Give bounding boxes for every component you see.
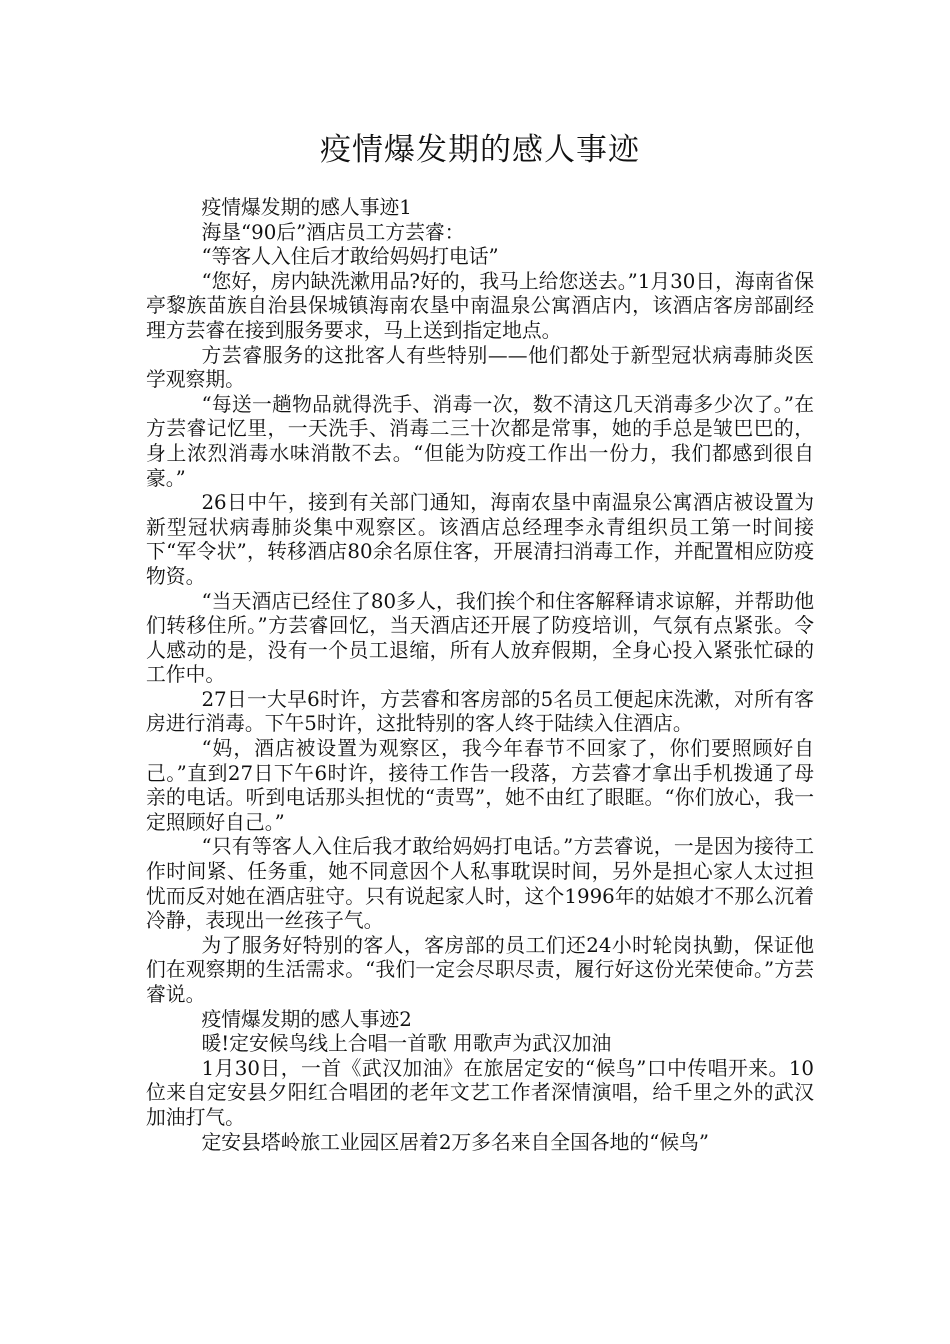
paragraph: 方芸睿服务的这批客人有些特别——他们都处于新型冠状病毒肺炎医学观察期。 <box>146 343 814 392</box>
document-title: 疫情爆发期的感人事迹 <box>320 132 640 168</box>
paragraph: “等客人入住后才敢给妈妈打电话” <box>201 245 499 269</box>
paragraph: 海垦“90后”酒店员工方芸睿： <box>201 220 465 244</box>
paragraph: 暖!定安候鸟线上合唱一首歌 用歌声为武汉加油 <box>201 1032 612 1056</box>
document-page <box>146 122 814 1155</box>
paragraph: 1月30日，一首《武汉加油》在旅居定安的“候鸟”口中传唱开来。10位来自定安县夕阳红合唱团的老年文艺工作者深情演唱，给千里之外的武汉加油打气。 <box>146 1056 814 1129</box>
paragraph: 疫情爆发期的感人事迹2 <box>201 1007 412 1031</box>
paragraph: “每送一趟物品就得洗手、消毒一次，数不清这几天消毒多少次了。”在方芸睿记忆里，一天洗手、消毒二三十次都是常事，她的手总是皱巴巴的，身上浓烈消毒水味消散不去。“但能为防疫工作出一份力，我们都感到很自豪。” <box>146 392 814 490</box>
paragraph: “妈，酒店被设置为观察区，我今年春节不回家了，你们要照顾好自己。”直到27日下午6时许，接待工作告一段落，方芸睿才拿出手机拨通了母亲的电话。听到电话那头担忧的“责骂”，她不由红了眼眶。“你们放心，我一定照顾好自己。” <box>146 737 814 834</box>
paragraph: “您好，房内缺洗漱用品?好的，我马上给您送去。”1月30日，海南省保亭黎族苗族自治县保城镇海南农垦中南温泉公寓酒店内，该酒店客房部副经理方芸睿在接到服务要求，马上送到指定地点。 <box>146 269 815 342</box>
paragraph: “当天酒店已经住了80多人，我们挨个和住客解释请求谅解，并帮助他们转移住所。”方芸睿回忆，当天酒店还开展了防疫培训，气氛有点紧张。令人感动的是，没有一个员工退缩，所有人放弃假期，全身心投入紧张忙碌的工作中。 <box>146 589 814 687</box>
paragraph: 26日中午，接到有关部门通知，海南农垦中南温泉公寓酒店被设置为新型冠状病毒肺炎集中观察区。该酒店总经理李永青组织员工第一时间接下“军令状”，转移酒店80余名原住客，开展清扫消毒工作，并配置相应防疫物资。 <box>146 491 814 588</box>
paragraph: “只有等客人入住后我才敢给妈妈打电话。”方芸睿说，一是因为接待工作时间紧、任务重，她不同意因个人私事耽误时间，另外是担心家人太过担忧而反对她在酒店驻守。只有说起家人时，这个1996年的姑娘才不那么沉着冷静，表现出一丝孩子气。 <box>146 835 814 933</box>
paragraph: 疫情爆发期的感人事迹1 <box>201 196 412 219</box>
paragraph: 27日一大早6时许，方芸睿和客房部的5名员工便起床洗漱，对所有客房进行消毒。下午5时许，这批特别的客人终于陆续入住酒店。 <box>146 687 814 736</box>
paragraph: 定安县塔岭旅工业园区居着2万多名来自全国各地的“候鸟” <box>201 1130 710 1154</box>
paragraph: 为了服务好特别的客人，客房部的员工们还24小时轮岗执勤，保证他们在观察期的生活需求。“我们一定会尽职尽责，履行好这份光荣使命。”方芸睿说。 <box>146 933 814 1006</box>
